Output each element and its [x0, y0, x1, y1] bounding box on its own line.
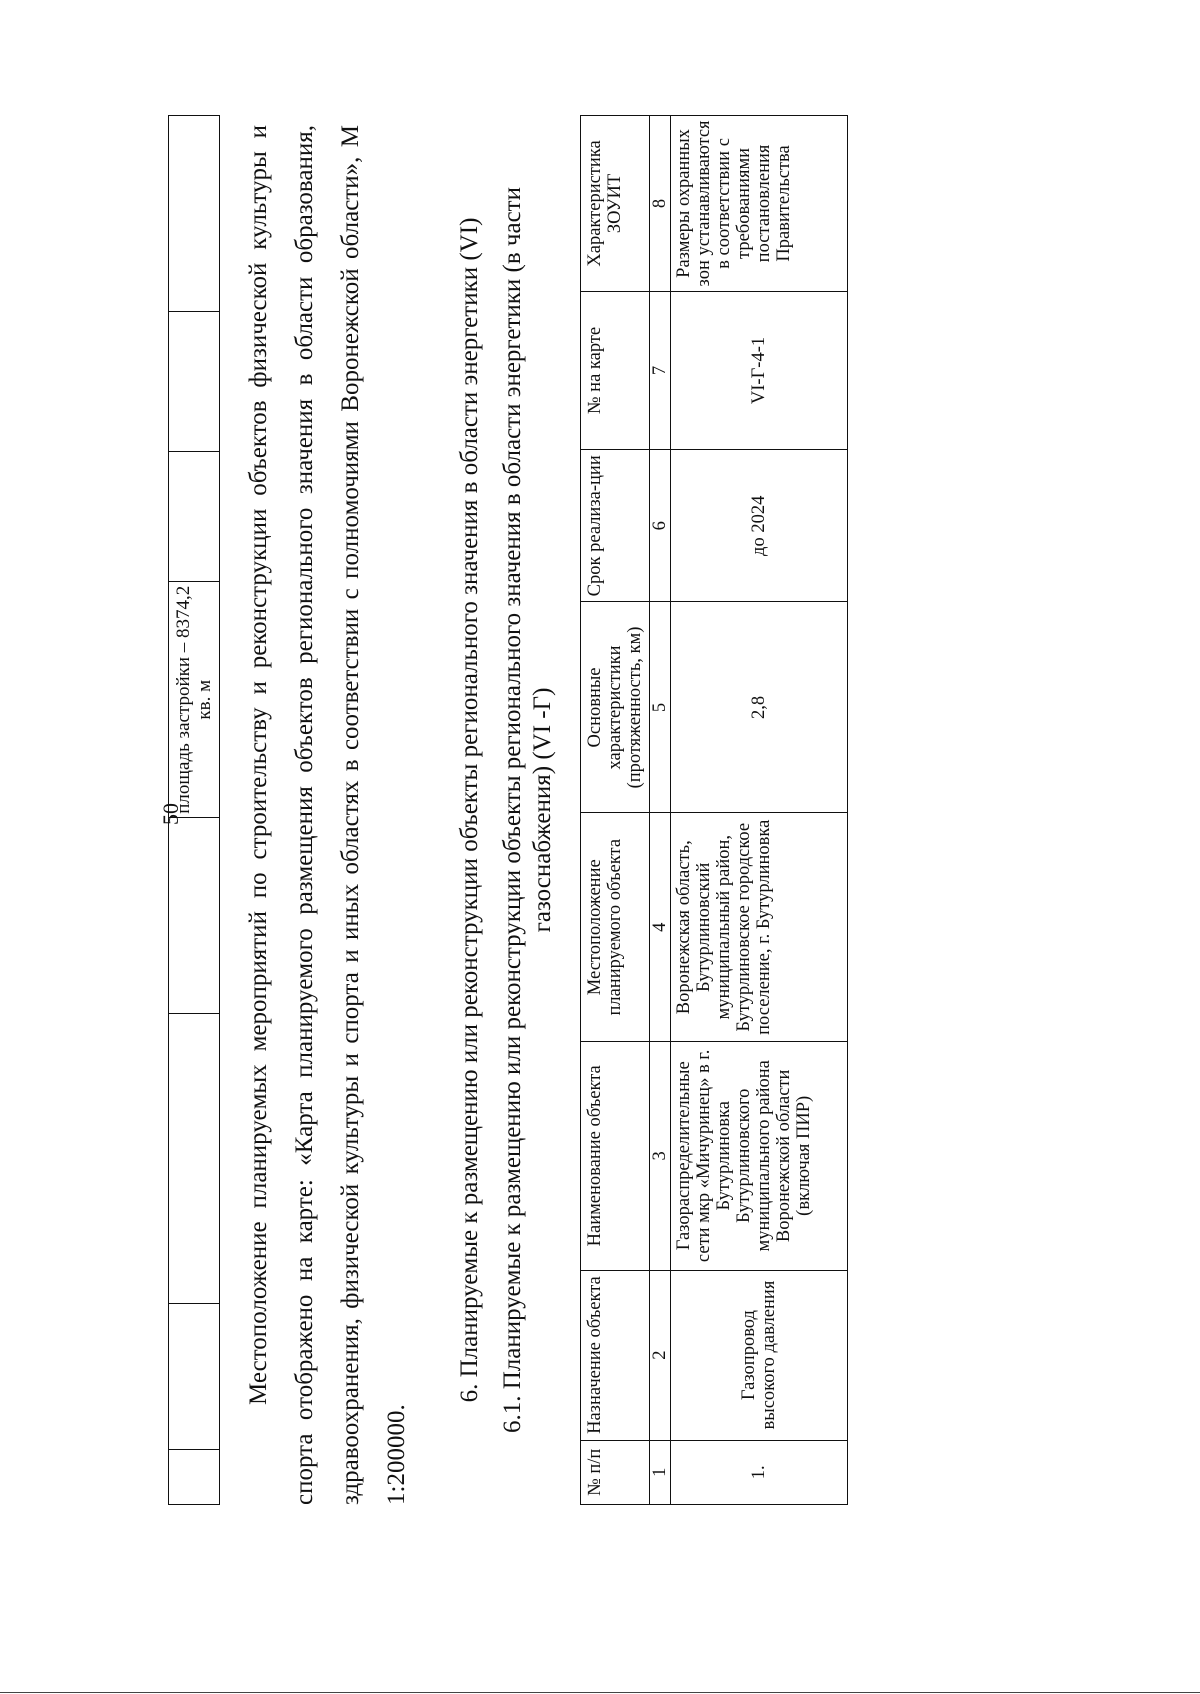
col-header-zouit: Характеристика ЗОУИТ — [581, 116, 650, 292]
table-cell — [169, 1304, 220, 1449]
subsection-heading: 6.1. Планируемые к размещению или реконструкции объекты регионального значения в области энергетики (в части газоснабжения) (VI -Г) — [499, 187, 556, 1433]
table-cell: площадь застройки – 8374,2 кв. м — [169, 582, 220, 818]
col-header-term: Срок реализа-ции — [581, 450, 650, 602]
object-location-text: Воронежская область, Бутурлиновский муниципальный район, Бутурлиновское городское поселение, г. Бутурлиновка — [674, 819, 774, 1035]
col-header-map-no: № на карте — [581, 291, 650, 449]
column-number-row — [650, 116, 671, 1505]
row-number: 1. — [671, 1440, 848, 1504]
table-row — [671, 116, 848, 1505]
location-paragraph — [236, 125, 420, 1505]
object-zouit-text: Размеры охранных зон устанавливаются в соответствии с требованиями постановления Правительства — [674, 120, 794, 287]
header-row — [581, 116, 650, 1505]
paragraph-text: Местоположение планируемых мероприятий по строительству и реконструкции объектов физической культуры и спорта отображено на карте: «Карта планируемого размещения объектов регионального значения в области образования, здравоохранения, физической культуры и спорта и иных областях в соответствии с полномочиями Воронежской области», М 1:200000. — [245, 125, 410, 1505]
table-row — [169, 116, 220, 1505]
column-number: 2 — [650, 1270, 671, 1440]
column-number: 4 — [650, 813, 671, 1042]
section-heading: 6. Планируемые к размещению или реконструкции объекты регионального значения в области энергетики (VI) — [456, 217, 483, 1403]
previous-table-fragment — [168, 115, 220, 1505]
column-number: 1 — [650, 1440, 671, 1504]
col-header-name: Наименование объекта — [581, 1042, 650, 1271]
object-length: 2,8 — [671, 602, 848, 813]
col-header-purpose: Назначение объекта — [581, 1270, 650, 1440]
table-cell — [169, 311, 220, 451]
object-location — [671, 813, 848, 1042]
object-name — [671, 1042, 848, 1271]
column-number: 8 — [650, 116, 671, 292]
object-name-text: Газораспределительные сети мкр «Мичуринец» в г. Бутурлиновка Бутурлиновского муниципального района Воронежской области (включая ПИР) — [674, 1049, 814, 1263]
col-header-location: Местоположение планируемого объекта — [581, 813, 650, 1042]
column-number: 5 — [650, 602, 671, 813]
col-header-number: № п/п — [581, 1440, 650, 1504]
table-cell — [169, 116, 220, 312]
column-number: 7 — [650, 291, 671, 449]
rotated-content — [150, 65, 1050, 1515]
gas-supply-table — [580, 115, 848, 1505]
column-number: 6 — [650, 450, 671, 602]
col-header-length: Основные характеристики (протяженность, км) — [581, 602, 650, 813]
object-term: до 2024 — [671, 450, 848, 602]
scan-edge-line — [0, 1692, 1200, 1693]
object-purpose: Газопровод высокого давления — [671, 1270, 848, 1440]
table-cell — [169, 818, 220, 1014]
table-cell — [169, 1013, 220, 1304]
object-map-number: VI-Г-4-1 — [671, 291, 848, 449]
object-zouit — [671, 116, 848, 292]
column-number: 3 — [650, 1042, 671, 1271]
table-cell — [169, 452, 220, 582]
table-cell — [169, 1449, 220, 1504]
page-number: 50 — [158, 803, 183, 825]
